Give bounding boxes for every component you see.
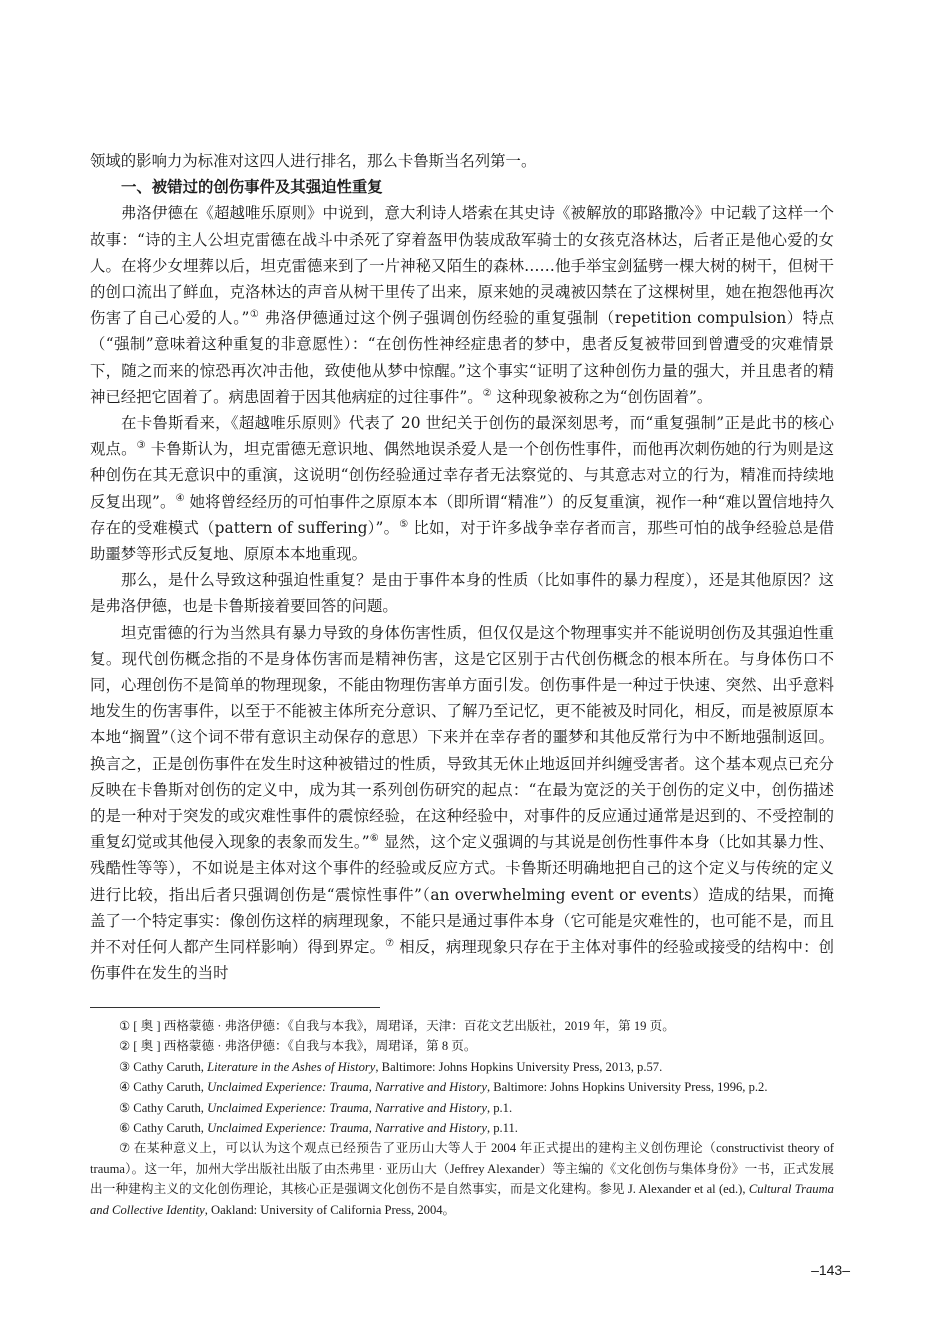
p2-text-b: 卡鲁斯认为，坦克雷德无意识地、偶然地误杀爱人是一个创伤性事件，而他再次刺伤她的行为则是这种创伤在其无意识中的重演，这说明“创伤经验通过幸存者无法察觉的、与其意志对立的行为，精准而持续地反复出现”。 (90, 440, 834, 511)
page-number: –143– (811, 1262, 850, 1278)
p4-text-a: 坦克雷德的行为当然具有暴力导致的身体伤害性质，但仅仅是这个物理事实并不能说明创伤及其强迫性重复。现代创伤概念指的不是身体伤害而是精神伤害，这是它区别于古代创伤概念的根本所在。与身体伤口不同，心理创伤不是简单的物理现象，不能由物理伤害单方面引发。创伤事件是一种过于快速、突然、出乎意料地发生的伤害事件，以至于不能被主体所充分意识、了解乃至记忆，更不能被及时同化，相反，而是被原原本本地“搁置”（这个词不带有意识主动保存的意思）下来并在幸存者的噩梦和其他反常行为中不断地强制返回。换言之，正是创伤事件在发生时这种被错过的性质，导致其无休止地返回并纠缠受害者。这个基本观点已充分反映在卡鲁斯对创伤的定义中，成为其一系列创伤研究的起点：“在最为宽泛的关于创伤的定义中，创伤描述的是一种对于突发的或灾难性事件的震惊经验，在这种经验中，对事件的反应通过通常是迟到的、不受控制的重复幻觉或其他侵入现象的表象而发生。” (90, 623, 834, 852)
footnote-ref-5[interactable]: ⑤ (399, 518, 409, 530)
section-heading: 一、被错过的创伤事件及其强迫性重复 (121, 178, 383, 197)
p2-text-a: 在卡鲁斯看来，《超越唯乐原则》代表了 20 世纪关于创伤的最深刻思考，而“重复强制”正是此书的核心观点。 (90, 414, 834, 459)
footnote-2 (90, 1036, 834, 1056)
footnote-text: [ 奥 ] 西格蒙德 · 弗洛伊德：《自我与本我》，周珺译，天津：百花文艺出版社，2019 年，第 19 页。 (133, 1019, 675, 1033)
footnote-number: ⑦ (119, 1141, 131, 1156)
footnote-publisher: , Baltimore: Johns Hopkins University Press, 2013, p.57. (375, 1059, 663, 1074)
footnote-number: ⑥ (119, 1121, 131, 1136)
p2-text-d: 比如，对于许多战争幸存者而言，那些可怕的战争经验总是借助噩梦等形式反复地、原原本本地重现。 (90, 518, 834, 564)
footnote-title: Unclaimed Experience: Trauma, Narrative and History (207, 1100, 487, 1115)
footnote-publisher: , Baltimore: Johns Hopkins University Press, 1996, p.2. (486, 1080, 768, 1095)
footnote-author: Cathy Caruth, (133, 1100, 208, 1115)
footnote-author: Cathy Caruth, (133, 1080, 208, 1095)
footnote-7 (90, 1138, 834, 1220)
p1-text-c: 这种现象被称之为“创伤固着”。 (491, 387, 713, 406)
footnote-text: 在某种意义上，可以认为这个观点已经预告了亚历山大等人于 2004 年正式提出的建构主义创伤理论（constructivist theory of trauma）。这一年，加州大学出版社出版了由杰弗里 · 亚历山大（Jeffrey Alexander）等主编的《文化创伤与集体身份》一书，正式发展出一种建构主义的文化创伤理论，其核心正是强调文化创伤不是自然事实，而是文化建构。参见 J. Alexander et al (ed.), (90, 1141, 834, 1197)
footnote-ref-7[interactable]: ⑦ (385, 938, 395, 950)
paragraph-3: 那么，是什么导致这种强迫性重复？是由于事件本身的性质（比如事件的暴力程度），还是其他原因？这是弗洛伊德，也是卡鲁斯接着要回答的问题。 (90, 571, 834, 616)
footnote-number: ① (119, 1019, 131, 1033)
paragraph-1 (90, 200, 834, 410)
footnote-number: ② (119, 1039, 131, 1054)
paragraph-2 (90, 410, 834, 567)
footnote-title: Literature in the Ashes of History (207, 1059, 376, 1074)
paragraph-intro: 领域的影响力为标准对这四人进行排名，那么卡鲁斯当名列第一。 (90, 152, 537, 170)
footnote-title: Unclaimed Experience: Trauma, Narrative and History (207, 1121, 487, 1136)
paragraph-4 (90, 620, 834, 987)
footnote-1 (90, 1016, 834, 1036)
footnote-title: Unclaimed Experience: Trauma, Narrative and History (207, 1080, 487, 1095)
footnote-3 (90, 1057, 834, 1077)
footnote-6 (90, 1118, 834, 1138)
footnote-divider (90, 1007, 380, 1008)
footnote-5 (90, 1098, 834, 1118)
p2-text-c: 她将曾经经历的可怕事件之原原本本（即所谓“精准”）的反复重演，视作一种“难以置信地持久存在的受难模式（pattern of suffering）”。 (90, 492, 835, 537)
footnote-ref-1[interactable]: ① (249, 309, 260, 321)
footnote-number: ⑤ (119, 1100, 131, 1115)
footnote-author: Cathy Caruth, (133, 1121, 208, 1136)
footnote-author: Cathy Caruth, (133, 1059, 208, 1074)
footnote-ref-2[interactable]: ② (482, 387, 492, 399)
footnote-number: ③ (119, 1059, 131, 1074)
footnote-number: ④ (119, 1080, 131, 1095)
p1-text-b: 弗洛伊德通过这个例子强调创伤经验的重复强制（repetition compulsion）特点（“强制”意味着这种重复的非意愿性）：“在创伤性神经症患者的梦中，患者反复被带回到曾遭受的灾难情景下，随之而来的惊恐再次冲击他，致使他从梦中惊醒。”这个事实“证明了这种创伤力量的强大，并且患者的精神已经把它固着了。病患固着于因其他病症的过往事件”。 (90, 309, 834, 406)
footnote-publisher: , p.1. (486, 1100, 513, 1115)
footnote-ref-3[interactable]: ③ (136, 440, 146, 452)
footnote-title: Cultural Trauma and Collective Identity (90, 1182, 834, 1217)
footnote-4 (90, 1077, 834, 1097)
p1-text-a: 弗洛伊德在《超越唯乐原则》中说到，意大利诗人塔索在其史诗《被解放的耶路撒冷》中记载了这样一个故事：“诗的主人公坦克雷德在战斗中杀死了穿着盔甲伪装成敌军骑士的女孩克洛林达，后者正是他心爱的女人。在将少女埋葬以后，坦克雷德来到了一片神秘又陌生的森林……他手举宝剑猛劈一棵大树的树干，但树干的创口流出了鲜血，克洛林达的声音从树干里传了出来，原来她的灵魂被囚禁在了这棵树里，她在抱怨他再次伤害了自己心爱的人。” (90, 204, 834, 328)
p4-text-c: 相反，病理现象只存在于主体对事件的经验或接受的结构中：创伤事件在发生的当时 (90, 938, 834, 983)
footnote-text: [ 奥 ] 西格蒙德 · 弗洛伊德：《自我与本我》，周珺译，第 8 页。 (133, 1039, 477, 1054)
footnote-publisher: , Oakland: University of California Press, 2004。 (204, 1202, 456, 1217)
footnotes (90, 1016, 834, 1220)
main-text (90, 148, 834, 987)
p4-text-b: 显然，这个定义强调的与其说是创伤性事件本身（比如其暴力性、残酷性等等），不如说是主体对这个事件的经验或反应方式。卡鲁斯还明确地把自己的这个定义与传统的定义进行比较，指出后者只强调创伤是“震惊性事件”（an overwhelming event or events）造成的结果，而掩盖了一个特定事实：像创伤这样的病理现象，不能只是通过事件本身（它可能是灾难性的，也可能不是，而且并不对任何人都产生同样影响）得到界定。 (90, 833, 834, 957)
footnote-ref-4[interactable]: ④ (175, 492, 185, 504)
footnote-publisher: , p.11. (486, 1121, 518, 1136)
footnote-ref-6[interactable]: ⑥ (369, 833, 379, 845)
